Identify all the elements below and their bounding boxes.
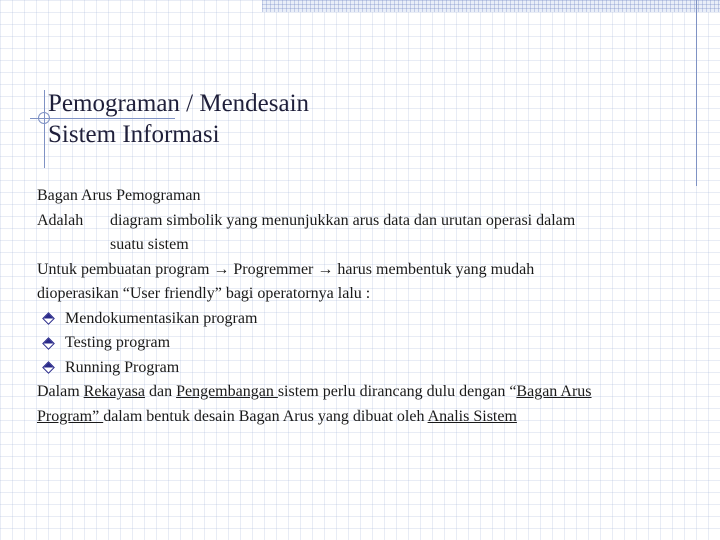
title-line-1: Pemograman / Mendesain xyxy=(48,90,310,117)
paragraph-2-line-2 xyxy=(37,405,697,430)
term-program: Program” xyxy=(37,407,104,425)
para2-text: dan xyxy=(144,383,177,400)
paragraph-1-line-2: dioperasikan “User friendly” bagi operatornya lalu : xyxy=(37,285,371,302)
para2-text: dalam bentuk desain Bagan Arus yang dibuat oleh xyxy=(103,407,428,425)
bullet-item xyxy=(37,307,697,332)
diamond-bullet-icon xyxy=(42,361,55,374)
section-heading: Bagan Arus Pemograman xyxy=(37,187,201,204)
title-line-2: Sistem Informasi xyxy=(48,121,220,148)
slide-body xyxy=(37,184,697,429)
paragraph-1-line-1: Untuk pembuatan program → Progremmer → harus membentuk yang mudah xyxy=(37,260,535,278)
diamond-bullet-icon xyxy=(42,312,55,325)
para2-text: sistem perlu dirancang dulu dengan “ xyxy=(277,383,517,400)
bullet-text: Testing program xyxy=(65,334,171,351)
term-bagan-arus: Bagan Arus xyxy=(516,383,592,400)
definition-text-line-1: diagram simbolik yang menunjukkan arus data dan urutan operasi dalam xyxy=(110,211,576,229)
para2-text: Dalam xyxy=(37,383,84,400)
bullet-item xyxy=(37,331,697,356)
decorative-top-band xyxy=(262,0,720,12)
paragraph-2-line-1 xyxy=(37,380,697,405)
bullet-text: Running Program xyxy=(65,358,180,376)
term-rekayasa: Rekayasa xyxy=(83,383,145,400)
definition-text-line-2: suatu sistem xyxy=(110,236,189,253)
term-analis-sistem: Analis Sistem xyxy=(427,407,517,425)
bullet-text: Mendokumentasikan program xyxy=(65,309,258,327)
slide-title xyxy=(48,88,309,150)
bullet-item xyxy=(37,356,697,381)
definition-term: Adalah xyxy=(37,211,84,229)
definition-row xyxy=(37,209,697,234)
decorative-vertical-rule xyxy=(44,90,45,168)
decorative-right-rule xyxy=(696,0,697,186)
diamond-bullet-icon xyxy=(42,337,55,350)
term-pengembangan: Pengembangan xyxy=(176,383,278,400)
